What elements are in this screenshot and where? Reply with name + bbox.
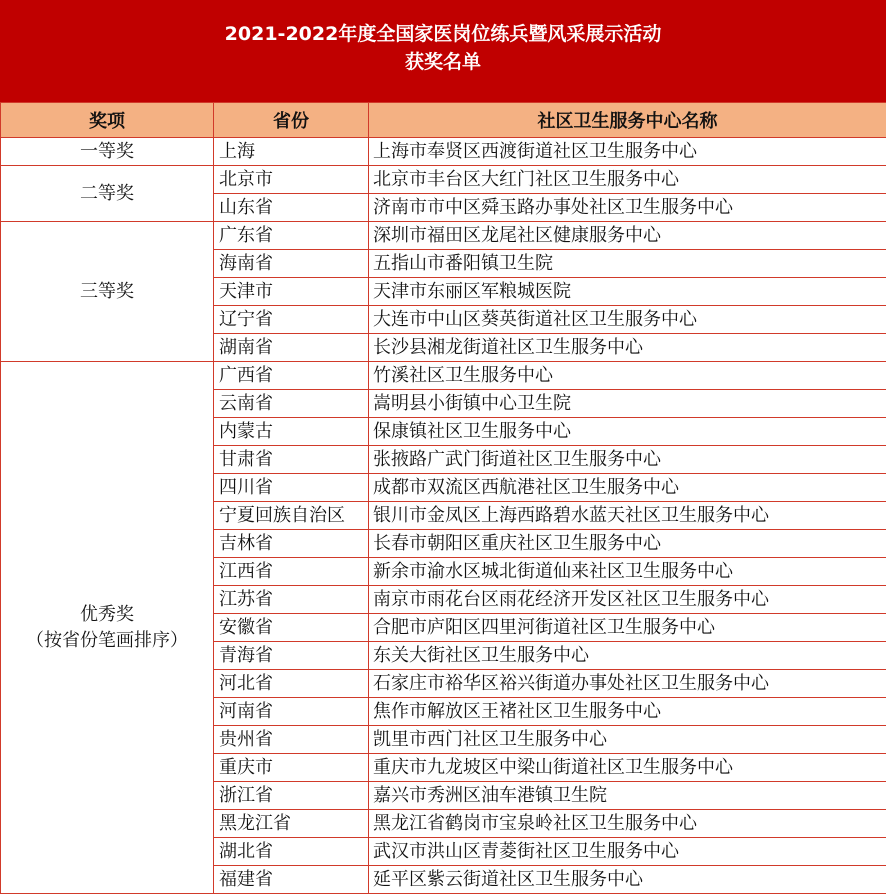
center-name-cell: 天津市东丽区军粮城医院	[369, 278, 886, 306]
column-header-award: 奖项	[1, 103, 214, 138]
table-row	[1, 222, 886, 250]
center-name-cell: 新余市渝水区城北街道仙来社区卫生服务中心	[369, 558, 886, 586]
province-cell: 湖北省	[214, 838, 369, 866]
province-cell: 云南省	[214, 390, 369, 418]
award-label: 二等奖	[80, 182, 134, 204]
center-name-cell: 凯里市西门社区卫生服务中心	[369, 726, 886, 754]
province-cell: 安徽省	[214, 614, 369, 642]
award-label: 三等奖	[80, 280, 134, 302]
center-name-cell: 大连市中山区葵英街道社区卫生服务中心	[369, 306, 886, 334]
province-cell: 浙江省	[214, 782, 369, 810]
province-cell: 湖南省	[214, 334, 369, 362]
award-cell	[1, 138, 214, 166]
center-name-cell: 银川市金凤区上海西路碧水蓝天社区卫生服务中心	[369, 502, 886, 530]
province-cell: 江西省	[214, 558, 369, 586]
center-name-cell: 保康镇社区卫生服务中心	[369, 418, 886, 446]
table-row	[1, 138, 886, 166]
center-name-cell: 长沙县湘龙街道社区卫生服务中心	[369, 334, 886, 362]
center-name-cell: 五指山市番阳镇卫生院	[369, 250, 886, 278]
center-name-cell: 嘉兴市秀洲区油车港镇卫生院	[369, 782, 886, 810]
center-name-cell: 黑龙江省鹤岗市宝泉岭社区卫生服务中心	[369, 810, 886, 838]
center-name-cell: 长春市朝阳区重庆社区卫生服务中心	[369, 530, 886, 558]
award-label: 一等奖	[80, 140, 134, 162]
province-cell: 贵州省	[214, 726, 369, 754]
center-name-cell: 上海市奉贤区西渡街道社区卫生服务中心	[369, 138, 886, 166]
center-name-cell: 延平区紫云街道社区卫生服务中心	[369, 866, 886, 894]
center-name-cell: 重庆市九龙坡区中梁山街道社区卫生服务中心	[369, 754, 886, 782]
center-name-cell: 张掖路广武门街道社区卫生服务中心	[369, 446, 886, 474]
province-cell: 内蒙古	[214, 418, 369, 446]
province-cell: 重庆市	[214, 754, 369, 782]
center-name-cell: 深圳市福田区龙尾社区健康服务中心	[369, 222, 886, 250]
province-cell: 宁夏回族自治区	[214, 502, 369, 530]
province-cell: 山东省	[214, 194, 369, 222]
center-name-cell: 南京市雨花台区雨花经济开发区社区卫生服务中心	[369, 586, 886, 614]
province-cell: 天津市	[214, 278, 369, 306]
province-cell: 江苏省	[214, 586, 369, 614]
table-body	[1, 138, 886, 894]
province-cell: 北京市	[214, 166, 369, 194]
center-name-cell: 焦作市解放区王褚社区卫生服务中心	[369, 698, 886, 726]
title-banner	[0, 0, 886, 102]
province-cell: 吉林省	[214, 530, 369, 558]
table-row	[1, 362, 886, 390]
award-cell	[1, 222, 214, 362]
center-name-cell: 北京市丰台区大红门社区卫生服务中心	[369, 166, 886, 194]
center-name-cell: 武汉市洪山区青菱街社区卫生服务中心	[369, 838, 886, 866]
column-header-province: 省份	[214, 103, 369, 138]
center-name-cell: 济南市市中区舜玉路办事处社区卫生服务中心	[369, 194, 886, 222]
table-row	[1, 166, 886, 194]
center-name-cell: 合肥市庐阳区四里河街道社区卫生服务中心	[369, 614, 886, 642]
province-cell: 河南省	[214, 698, 369, 726]
province-cell: 海南省	[214, 250, 369, 278]
center-name-cell: 东关大街社区卫生服务中心	[369, 642, 886, 670]
province-cell: 广东省	[214, 222, 369, 250]
province-cell: 青海省	[214, 642, 369, 670]
center-name-cell: 竹溪社区卫生服务中心	[369, 362, 886, 390]
province-cell: 四川省	[214, 474, 369, 502]
column-header-center: 社区卫生服务中心名称	[369, 103, 886, 138]
center-name-cell: 成都市双流区西航港社区卫生服务中心	[369, 474, 886, 502]
province-cell: 广西省	[214, 362, 369, 390]
award-cell	[1, 166, 214, 222]
province-cell: 河北省	[214, 670, 369, 698]
header-row	[1, 103, 886, 138]
awards-table	[0, 102, 886, 894]
province-cell: 甘肃省	[214, 446, 369, 474]
province-cell: 辽宁省	[214, 306, 369, 334]
award-cell	[1, 362, 214, 894]
province-cell: 黑龙江省	[214, 810, 369, 838]
province-cell: 上海	[214, 138, 369, 166]
center-name-cell: 石家庄市裕华区裕兴街道办事处社区卫生服务中心	[369, 670, 886, 698]
center-name-cell: 嵩明县小街镇中心卫生院	[369, 390, 886, 418]
title-line-1: 2021-2022年度全国家医岗位练兵暨风采展示活动	[224, 23, 662, 45]
province-cell: 福建省	[214, 866, 369, 894]
title-line-2: 获奖名单	[404, 51, 481, 73]
award-label: 优秀奖	[80, 603, 134, 625]
award-note: （按省份笔画排序）	[26, 629, 188, 651]
